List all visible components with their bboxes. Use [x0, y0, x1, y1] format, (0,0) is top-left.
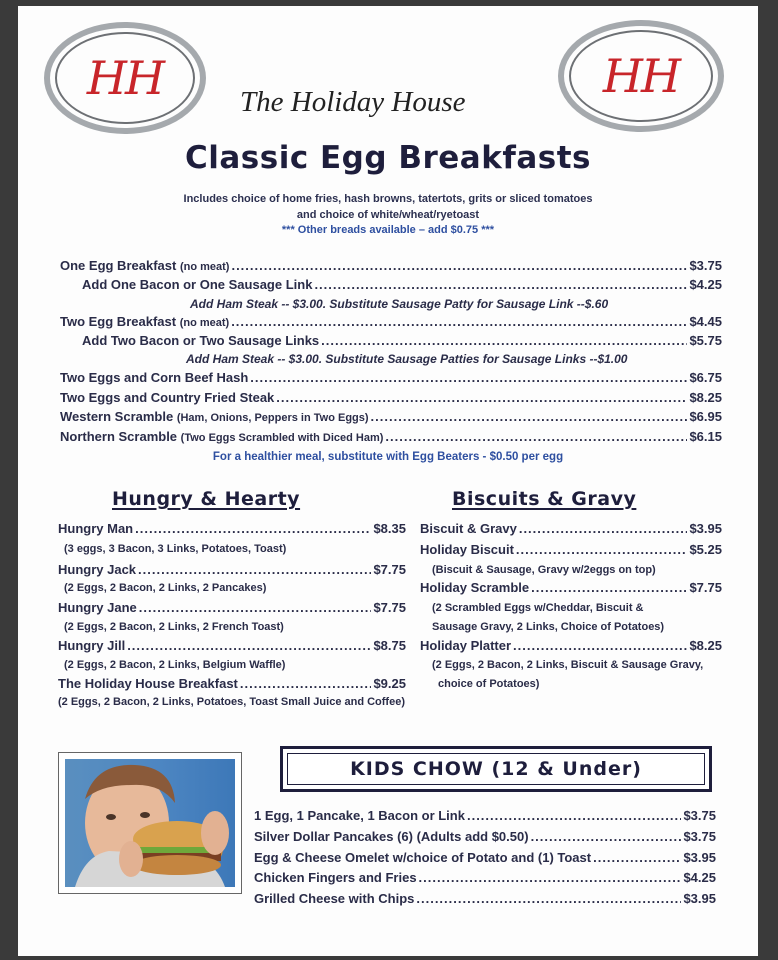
menu-item-two-egg: Two Egg Breakfast (no meat) ..... $4.45: [60, 314, 722, 329]
item-description: choice of Potatoes): [438, 678, 540, 690]
menu-item-holiday-scramble: Holiday Scramble ..... $7.75: [420, 580, 722, 595]
item-description: (2 Eggs, 2 Bacon, 2 Links, Potatoes, Toast Small Juice and Coffee): [58, 696, 405, 708]
section-title-classic-egg: Classic Egg Breakfasts: [185, 140, 591, 176]
item-description: (Biscuit & Sausage, Gravy w/2eggs on top): [432, 564, 656, 576]
section-title-hungry-hearty: Hungry & Hearty: [112, 488, 301, 510]
item-description: (3 eggs, 3 Bacon, 3 Links, Potatoes, Toast): [64, 543, 287, 555]
note-ham-steak-1: Add Ham Steak -- $3.00. Substitute Sausage Patty for Sausage Link --$.60: [190, 297, 609, 311]
kids-item-egg-pancake: 1 Egg, 1 Pancake, 1 Bacon or Link ..... $3.75: [254, 808, 716, 823]
hh-logo-left: [44, 22, 206, 134]
kids-item-grilled-cheese: Grilled Cheese with Chips ..... $3.95: [254, 891, 716, 906]
menu-item-holiday-house-breakfast: The Holiday House Breakfast ..... $9.25: [58, 676, 406, 691]
menu-item-hungry-man: Hungry Man ..... $8.35: [58, 521, 406, 536]
menu-item-one-egg: One Egg Breakfast (no meat) ..... $3.75: [60, 258, 722, 273]
item-description: (2 Eggs, 2 Bacon, 2 Links, Biscuit & Sausage Gravy,: [432, 659, 704, 671]
menu-item-western-scramble: Western Scramble (Ham, Onions, Peppers in Two Eggs) ..... $6.95: [60, 409, 722, 424]
menu-item-holiday-biscuit: Holiday Biscuit ..... $5.25: [420, 542, 722, 557]
kids-item-silver-dollar: Silver Dollar Pancakes (6) (Adults add $0.50) ..... $3.75: [254, 829, 716, 844]
item-description: (2 Eggs, 2 Bacon, 2 Links, 2 Pancakes): [64, 582, 267, 594]
menu-item-biscuit-gravy: Biscuit & Gravy ..... $3.95: [420, 521, 722, 536]
section-title-biscuits-gravy: Biscuits & Gravy: [452, 488, 637, 510]
kids-chow-title: KIDS CHOW (12 & Under): [350, 758, 642, 780]
note-ham-steak-2: Add Ham Steak -- $3.00. Substitute Sausage Patties for Sausage Links --$1.00: [186, 352, 628, 366]
hh-logo-right: [558, 20, 724, 132]
menu-item-hungry-jill: Hungry Jill ..... $8.75: [58, 638, 406, 653]
menu-item-corn-beef-hash: Two Eggs and Corn Beef Hash ..... $6.75: [60, 370, 722, 385]
menu-page: [18, 6, 758, 956]
item-description: (2 Eggs, 2 Bacon, 2 Links, Belgium Waffle): [64, 659, 286, 671]
logo-text: HH: [86, 51, 164, 105]
menu-item-add-one-bacon: Add One Bacon or One Sausage Link ..... $4.25: [82, 277, 722, 292]
kid-eating-burger-photo: [58, 752, 242, 894]
kids-chow-header: [280, 746, 712, 792]
logo-text: HH: [602, 49, 680, 103]
menu-item-country-fried-steak: Two Eggs and Country Fried Steak ..... $8.25: [60, 390, 722, 405]
restaurant-name: The Holiday House: [240, 86, 466, 118]
menu-item-hungry-jack: Hungry Jack ..... $7.75: [58, 562, 406, 577]
item-description: (2 Scrambled Eggs w/Cheddar, Biscuit &: [432, 602, 644, 614]
intro-line: and choice of white/wheat/ryetoast: [296, 208, 480, 221]
menu-item-northern-scramble: Northern Scramble (Two Eggs Scrambled with Diced Ham) ..... $6.15: [60, 429, 722, 444]
kids-item-omelet: Egg & Cheese Omelet w/choice of Potato and (1) Toast ..... $3.95: [254, 850, 716, 865]
intro-line: *** Other breads available – add $0.75 ***: [281, 224, 495, 236]
menu-item-add-two-bacon: Add Two Bacon or Two Sausage Links ..... $5.75: [82, 333, 722, 348]
kids-item-chicken-fingers: Chicken Fingers and Fries ..... $4.25: [254, 870, 716, 885]
item-description: (2 Eggs, 2 Bacon, 2 Links, 2 French Toast): [64, 621, 284, 633]
item-description: Sausage Gravy, 2 Links, Choice of Potatoes): [432, 621, 665, 633]
intro-line: Includes choice of home fries, hash browns, tatertots, grits or sliced tomatoes: [183, 193, 593, 205]
intro-text: [18, 192, 758, 239]
healthier-note: For a healthier meal, substitute with Egg Beaters - $0.50 per egg: [212, 451, 564, 463]
menu-item-holiday-platter: Holiday Platter ..... $8.25: [420, 638, 722, 653]
menu-item-hungry-jane: Hungry Jane ..... $7.75: [58, 600, 406, 615]
